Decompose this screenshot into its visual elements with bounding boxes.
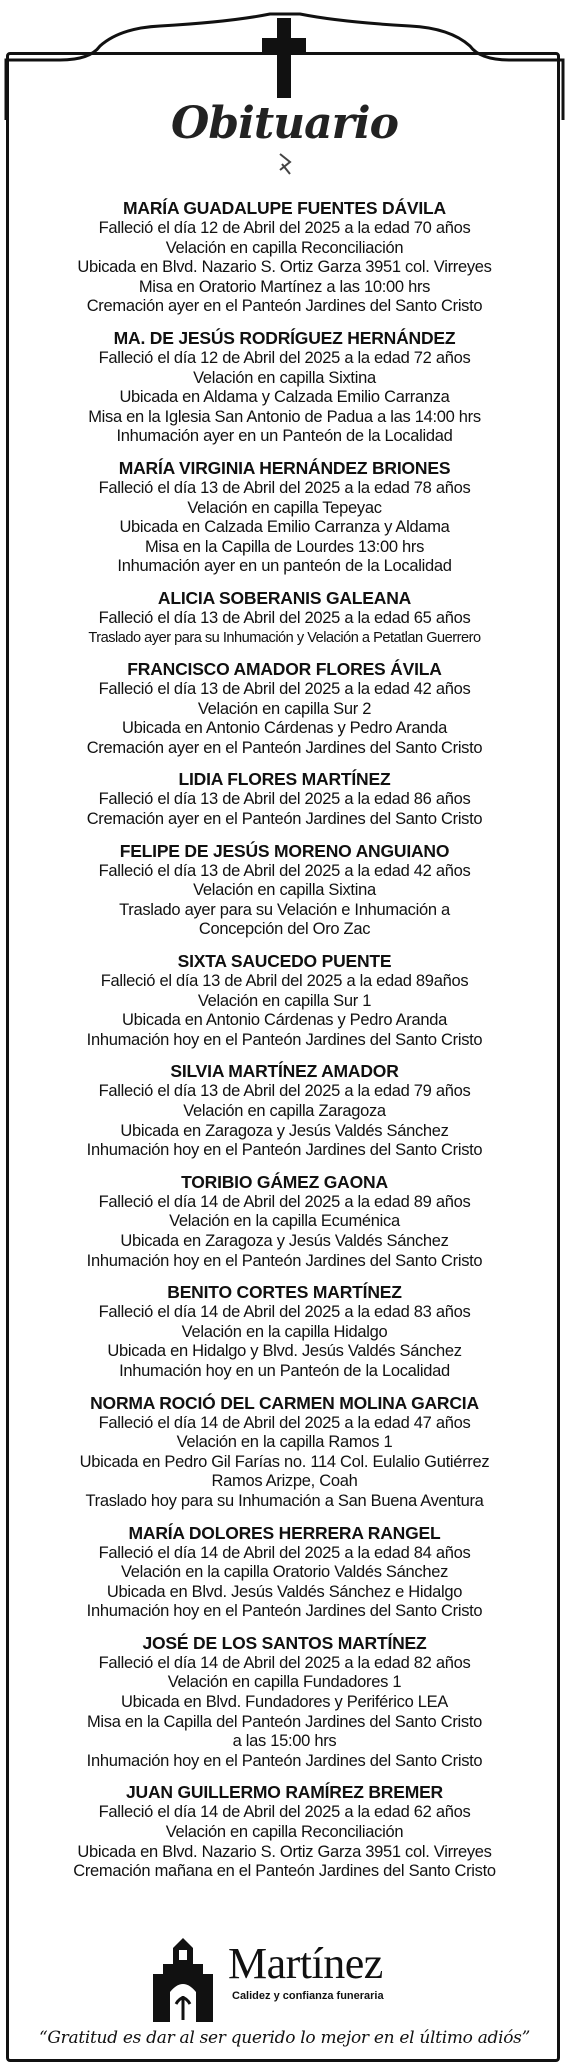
deceased-name: MARÍA VIRGINIA HERNÁNDEZ BRIONES bbox=[118, 457, 451, 478]
obituary-detail-line: Velación en capilla Zaragoza bbox=[183, 1102, 386, 1120]
obituary-detail-line: a las 15:00 hrs bbox=[232, 1732, 337, 1751]
obituary-detail-line: Velación en la capilla Hidalgo bbox=[181, 1322, 388, 1341]
obituary-detail-line: Velación en capilla Reconciliación bbox=[165, 1823, 404, 1842]
obituary-detail-line: Falleció el día 12 de Abril del 2025 a la edad 72 años bbox=[98, 348, 471, 367]
obituary-detail-line: Misa en la Capilla del Panteón Jardines del Santo Cristo bbox=[86, 1712, 483, 1731]
obituary-detail-line: Falleció el día 13 de Abril del 2025 a la edad 42 años bbox=[98, 680, 471, 699]
obituary-detail-line: Falleció el día 14 de Abril del 2025 a la edad 83 años bbox=[98, 1303, 471, 1322]
obituary-entry bbox=[12, 1393, 557, 1512]
obituary-detail-line: Ubicada en Hidalgo y Blvd. Jesús Valdés Sánchez bbox=[107, 1342, 462, 1361]
obituary-detail-line: Falleció el día 14 de Abril del 2025 a la edad 89 años bbox=[98, 1192, 471, 1211]
obituary-detail-line: Ubicada en Antonio Cárdenas y Pedro Aranda bbox=[122, 1011, 447, 1030]
obituary-detail-line: Ubicada en Blvd. Nazario S. Ortiz Garza 3951 col. Virreyes bbox=[77, 258, 492, 277]
obituary-detail-line: Velación en la capilla Oratorio Valdés Sánchez bbox=[120, 1563, 449, 1582]
obituary-detail-line: Ramos Arizpe, Coah bbox=[211, 1472, 358, 1491]
deceased-name: NORMA ROCIÓ DEL CARMEN MOLINA GARCIA bbox=[90, 1392, 479, 1413]
obituary-detail-line: Misa en Oratorio Martínez a las 10:00 hrs bbox=[138, 277, 431, 296]
obituary-detail-line: Traslado ayer para su Velación e Inhumación a bbox=[119, 900, 450, 919]
obituary-detail-line: Cremación mañana en el Panteón Jardines del Santo Cristo bbox=[73, 1862, 496, 1881]
cross-icon bbox=[262, 18, 306, 98]
footer-quote: “Gratitud es dar al ser querido lo mejor en el último adiós” bbox=[39, 2028, 530, 2048]
obituary-detail-line: Ubicada en Blvd. Jesús Valdés Sánchez e Hidalgo bbox=[106, 1582, 463, 1601]
obituary-entry bbox=[12, 659, 557, 758]
deceased-name: TORIBIO GÁMEZ GAONA bbox=[181, 1171, 388, 1192]
deceased-name: MA. DE JESÚS RODRÍGUEZ HERNÁNDEZ bbox=[113, 327, 456, 348]
obituary-detail-line: Falleció el día 14 de Abril del 2025 a la edad 62 años bbox=[98, 1803, 471, 1822]
obituary-entry bbox=[12, 1282, 557, 1381]
deceased-name: BENITO CORTES MARTÍNEZ bbox=[167, 1282, 402, 1303]
obituary-detail-line: Inhumación hoy en el Panteón Jardines del Santo Cristo bbox=[86, 1751, 483, 1770]
deceased-name: JOSÉ DE LOS SANTOS MARTÍNEZ bbox=[142, 1632, 427, 1653]
obituary-detail-line: Velación en capilla Reconciliación bbox=[165, 238, 404, 257]
deceased-name: SIXTA SAUCEDO PUENTE bbox=[177, 951, 392, 972]
obituary-entry bbox=[12, 1061, 557, 1160]
obituary-detail-line: Velación en la capilla Ecuménica bbox=[169, 1212, 400, 1231]
obituary-entry bbox=[12, 458, 557, 577]
obituary-list bbox=[12, 198, 557, 1893]
deceased-name: SILVIA MARTÍNEZ AMADOR bbox=[170, 1061, 399, 1082]
obituary-entry bbox=[12, 1782, 557, 1881]
obituary-detail-line: Ubicada en Calzada Emilio Carranza y Aldama bbox=[119, 518, 450, 537]
obituary-detail-line: Falleció el día 13 de Abril del 2025 a la edad 65 años bbox=[98, 608, 471, 627]
obituary-detail-line: Falleció el día 13 de Abril del 2025 a la edad 89años bbox=[100, 972, 469, 991]
funeral-home-footer bbox=[0, 1934, 569, 2054]
obituary-detail-line: Velación en capilla Sixtina bbox=[193, 368, 376, 387]
page-title: Obituario bbox=[171, 98, 398, 149]
obituary-detail-line: Inhumación hoy en un Panteón de la Localidad bbox=[119, 1361, 450, 1380]
deceased-name: JUAN GUILLERMO RAMÍREZ BREMER bbox=[126, 1782, 443, 1803]
deceased-name: FRANCISCO AMADOR FLORES ÁVILA bbox=[127, 659, 442, 680]
obituary-detail-line: Cremación ayer en el Panteón Jardines del Santo Cristo bbox=[86, 738, 483, 757]
obituary-detail-line: Ubicada en Blvd. Fundadores y Periférico LEA bbox=[120, 1693, 449, 1712]
deceased-name: MARÍA DOLORES HERRERA RANGEL bbox=[128, 1522, 441, 1543]
deceased-name: MARÍA GUADALUPE FUENTES DÁVILA bbox=[123, 198, 446, 218]
flourish-ornament-icon bbox=[272, 150, 298, 180]
obituary-detail-line: Velación en capilla Tepeyac bbox=[187, 498, 382, 517]
obituary-detail-line: Inhumación ayer en un Panteón de la Localidad bbox=[116, 427, 453, 446]
obituary-entry bbox=[12, 198, 557, 317]
obituary-detail-line: Concepción del Oro Zac bbox=[198, 920, 371, 939]
obituary-detail-line: Ubicada en Pedro Gil Farías no. 114 Col. Eulalio Gutiérrez bbox=[79, 1452, 490, 1471]
deceased-name: ALICIA SOBERANIS GALEANA bbox=[157, 587, 412, 608]
obituary-detail-line: Velación en capilla Sur 2 bbox=[197, 699, 372, 718]
obituary-entry bbox=[12, 1523, 557, 1622]
obituary-entry bbox=[12, 1633, 557, 1772]
obituary-entry bbox=[12, 588, 557, 648]
obituary-detail-line: Misa en la Capilla de Lourdes 13:00 hrs bbox=[144, 537, 425, 556]
obituary-detail-line: Ubicada en Zaragoza y Jesús Valdés Sánchez bbox=[120, 1121, 449, 1140]
obituary-detail-line: Traslado ayer para su Inhumación y Velación a Petatlan Guerrero bbox=[88, 629, 481, 646]
obituary-detail-line: Ubicada en Zaragoza y Jesús Valdés Sánchez bbox=[120, 1231, 449, 1250]
obituary-detail-line: Ubicada en Aldama y Calzada Emilio Carranza bbox=[119, 388, 450, 407]
funeral-home-tagline: Calidez y confianza funeraria bbox=[232, 1990, 384, 2002]
obituary-entry bbox=[12, 769, 557, 829]
funeral-home-name: Martínez bbox=[228, 1939, 383, 1988]
obituary-detail-line: Falleció el día 13 de Abril del 2025 a la edad 78 años bbox=[98, 478, 471, 497]
obituary-entry bbox=[12, 951, 557, 1050]
obituary-entry bbox=[12, 328, 557, 447]
obituary-detail-line: Inhumación hoy en el Panteón Jardines del Santo Cristo bbox=[86, 1030, 483, 1049]
obituary-detail-line: Inhumación ayer en un panteón de la Localidad bbox=[117, 557, 452, 576]
obituary-detail-line: Velación en capilla Fundadores 1 bbox=[167, 1673, 402, 1692]
obituary-detail-line: Ubicada en Antonio Cárdenas y Pedro Aranda bbox=[122, 719, 447, 738]
obituary-detail-line: Inhumación hoy en el Panteón Jardines del Santo Cristo bbox=[86, 1602, 483, 1621]
obituary-detail-line: Falleció el día 14 de Abril del 2025 a la edad 82 años bbox=[98, 1653, 471, 1672]
obituary-detail-line: Velación en capilla Sixtina bbox=[193, 881, 376, 900]
obituary-detail-line: Falleció el día 14 de Abril del 2025 a la edad 47 años bbox=[98, 1413, 471, 1432]
deceased-name: LIDIA FLORES MARTÍNEZ bbox=[178, 769, 391, 790]
obituary-detail-line: Traslado hoy para su Inhumación a San Buena Aventura bbox=[85, 1491, 484, 1510]
funeral-home-logo-icon bbox=[148, 1934, 218, 2022]
obituary-detail-line: Falleció el día 14 de Abril del 2025 a la edad 84 años bbox=[98, 1543, 471, 1562]
obituary-detail-line: Cremación ayer en el Panteón Jardines del Santo Cristo bbox=[86, 810, 483, 829]
obituary-detail-line: Ubicada en Blvd. Nazario S. Ortiz Garza 3951 col. Virreyes bbox=[77, 1842, 492, 1861]
obituary-entry bbox=[12, 1172, 557, 1271]
deceased-name: FELIPE DE JESÚS MORENO ANGUIANO bbox=[119, 840, 450, 861]
obituary-entry bbox=[12, 841, 557, 940]
obituary-detail-line: Velación en la capilla Ramos 1 bbox=[176, 1433, 393, 1452]
obituary-detail-line: Velación en capilla Sur 1 bbox=[197, 991, 372, 1010]
obituary-detail-line: Inhumación hoy en el Panteón Jardines del Santo Cristo bbox=[86, 1141, 483, 1160]
obituary-detail-line: Falleció el día 13 de Abril del 2025 a la edad 79 años bbox=[98, 1082, 471, 1101]
obituary-detail-line: Cremación ayer en el Panteón Jardines del Santo Cristo bbox=[86, 297, 483, 316]
obituary-detail-line: Falleció el día 13 de Abril del 2025 a la edad 42 años bbox=[98, 861, 471, 880]
obituary-detail-line: Misa en la Iglesia San Antonio de Padua a las 14:00 hrs bbox=[88, 407, 481, 426]
obituary-detail-line: Inhumación hoy en el Panteón Jardines del Santo Cristo bbox=[86, 1251, 483, 1270]
obituary-detail-line: Falleció el día 12 de Abril del 2025 a la edad 70 años bbox=[98, 219, 471, 237]
obituary-detail-line: Falleció el día 13 de Abril del 2025 a la edad 86 años bbox=[98, 790, 471, 809]
